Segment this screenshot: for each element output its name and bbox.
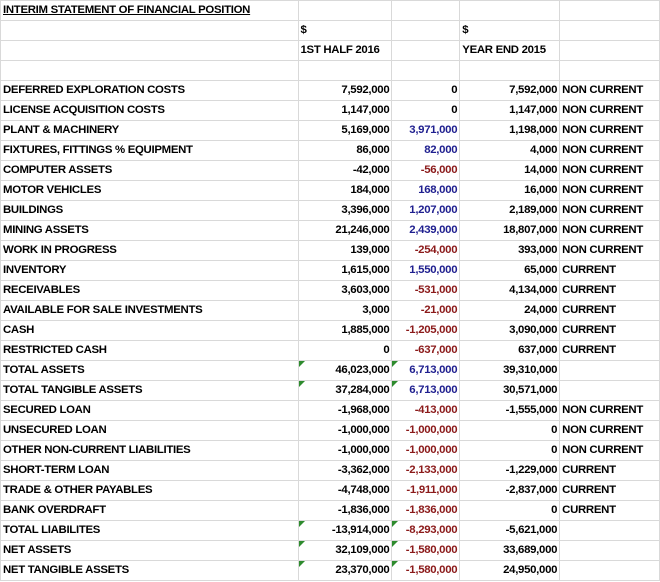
cell-empty[interactable] — [460, 1, 560, 21]
value-change[interactable]: 3,971,000 — [392, 121, 460, 141]
classification[interactable] — [560, 541, 660, 561]
period-header-2[interactable]: YEAR END 2015 — [460, 41, 560, 61]
currency-row — [1, 21, 660, 41]
value-1st-half-2016[interactable]: 0 — [298, 341, 392, 361]
value-year-end-2015[interactable]: -5,621,000 — [460, 521, 560, 541]
value-year-end-2015[interactable]: 0 — [460, 421, 560, 441]
value-change[interactable]: -8,293,000 — [392, 521, 460, 541]
table-row — [1, 121, 660, 141]
value-year-end-2015[interactable]: 14,000 — [460, 161, 560, 181]
cell-empty[interactable] — [560, 41, 660, 61]
cell-empty[interactable] — [392, 61, 460, 81]
value-change[interactable]: -2,133,000 — [392, 461, 460, 481]
value-1st-half-2016[interactable]: 3,603,000 — [298, 281, 392, 301]
table-row — [1, 221, 660, 241]
row-label[interactable]: DEFERRED EXPLORATION COSTS — [1, 81, 299, 101]
row-label[interactable]: WORK IN PROGRESS — [1, 241, 299, 261]
value-1st-half-2016[interactable]: 37,284,000 — [298, 381, 392, 401]
value-1st-half-2016[interactable]: 46,023,000 — [298, 361, 392, 381]
period-header-1[interactable]: 1ST HALF 2016 — [298, 41, 392, 61]
row-label[interactable]: COMPUTER ASSETS — [1, 161, 299, 181]
classification[interactable]: NON CURRENT — [560, 141, 660, 161]
row-label[interactable]: RESTRICTED CASH — [1, 341, 299, 361]
classification[interactable]: NON CURRENT — [560, 241, 660, 261]
table-row — [1, 561, 660, 581]
title-row — [1, 1, 660, 21]
value-change[interactable]: 0 — [392, 101, 460, 121]
table-row — [1, 261, 660, 281]
row-label[interactable]: OTHER NON-CURRENT LIABILITIES — [1, 441, 299, 461]
value-change[interactable]: 2,439,000 — [392, 221, 460, 241]
value-year-end-2015[interactable]: 24,950,000 — [460, 561, 560, 581]
value-year-end-2015[interactable]: 0 — [460, 501, 560, 521]
value-1st-half-2016[interactable]: -1,000,000 — [298, 421, 392, 441]
value-change[interactable]: -637,000 — [392, 341, 460, 361]
value-year-end-2015[interactable]: 24,000 — [460, 301, 560, 321]
value-1st-half-2016[interactable]: 1,147,000 — [298, 101, 392, 121]
classification[interactable]: CURRENT — [560, 281, 660, 301]
cell-empty[interactable] — [392, 1, 460, 21]
row-label[interactable]: CASH — [1, 321, 299, 341]
table-row — [1, 521, 660, 541]
value-1st-half-2016[interactable]: 139,000 — [298, 241, 392, 261]
value-1st-half-2016[interactable]: -4,748,000 — [298, 481, 392, 501]
value-year-end-2015[interactable]: 18,807,000 — [460, 221, 560, 241]
row-label[interactable]: LICENSE ACQUISITION COSTS — [1, 101, 299, 121]
table-row — [1, 461, 660, 481]
value-year-end-2015[interactable]: 0 — [460, 441, 560, 461]
row-label[interactable]: TRADE & OTHER PAYABLES — [1, 481, 299, 501]
value-change[interactable]: -1,000,000 — [392, 441, 460, 461]
value-change[interactable]: 1,550,000 — [392, 261, 460, 281]
value-1st-half-2016[interactable]: 23,370,000 — [298, 561, 392, 581]
row-label[interactable]: TOTAL TANGIBLE ASSETS — [1, 381, 299, 401]
classification[interactable]: NON CURRENT — [560, 121, 660, 141]
value-change[interactable]: -413,000 — [392, 401, 460, 421]
classification[interactable]: CURRENT — [560, 501, 660, 521]
value-year-end-2015[interactable]: 1,198,000 — [460, 121, 560, 141]
cell-empty[interactable] — [392, 41, 460, 61]
cell-empty[interactable] — [560, 61, 660, 81]
classification[interactable]: CURRENT — [560, 321, 660, 341]
classification[interactable]: NON CURRENT — [560, 181, 660, 201]
cell-empty[interactable] — [298, 1, 392, 21]
value-1st-half-2016[interactable]: -1,000,000 — [298, 441, 392, 461]
row-label[interactable]: SHORT-TERM LOAN — [1, 461, 299, 481]
table-row — [1, 501, 660, 521]
value-1st-half-2016[interactable]: 32,109,000 — [298, 541, 392, 561]
table-row — [1, 301, 660, 321]
value-1st-half-2016[interactable]: -13,914,000 — [298, 521, 392, 541]
currency-symbol-2[interactable]: $ — [460, 21, 560, 41]
table-row — [1, 421, 660, 441]
value-change[interactable]: -56,000 — [392, 161, 460, 181]
value-1st-half-2016[interactable]: 1,885,000 — [298, 321, 392, 341]
classification[interactable]: CURRENT — [560, 461, 660, 481]
value-year-end-2015[interactable]: 2,189,000 — [460, 201, 560, 221]
value-change[interactable]: 1,207,000 — [392, 201, 460, 221]
value-change[interactable]: 0 — [392, 81, 460, 101]
value-year-end-2015[interactable]: 637,000 — [460, 341, 560, 361]
classification[interactable]: NON CURRENT — [560, 401, 660, 421]
row-label[interactable]: INVENTORY — [1, 261, 299, 281]
cell-empty[interactable] — [298, 61, 392, 81]
value-1st-half-2016[interactable]: 3,396,000 — [298, 201, 392, 221]
classification[interactable]: NON CURRENT — [560, 421, 660, 441]
value-year-end-2015[interactable]: -2,837,000 — [460, 481, 560, 501]
cell-empty[interactable] — [460, 61, 560, 81]
classification[interactable]: CURRENT — [560, 481, 660, 501]
row-label[interactable]: BANK OVERDRAFT — [1, 501, 299, 521]
classification[interactable]: NON CURRENT — [560, 101, 660, 121]
value-change[interactable]: -531,000 — [392, 281, 460, 301]
table-row — [1, 321, 660, 341]
row-label[interactable]: UNSECURED LOAN — [1, 421, 299, 441]
classification[interactable] — [560, 521, 660, 541]
classification[interactable] — [560, 361, 660, 381]
row-label[interactable]: TOTAL ASSETS — [1, 361, 299, 381]
value-change[interactable]: -254,000 — [392, 241, 460, 261]
sheet-title[interactable]: INTERIM STATEMENT OF FINANCIAL POSITION — [1, 1, 299, 21]
row-label[interactable]: MINING ASSETS — [1, 221, 299, 241]
row-label[interactable]: NET TANGIBLE ASSETS — [1, 561, 299, 581]
row-label[interactable]: AVAILABLE FOR SALE INVESTMENTS — [1, 301, 299, 321]
row-label[interactable]: SECURED LOAN — [1, 401, 299, 421]
value-1st-half-2016[interactable]: -3,362,000 — [298, 461, 392, 481]
value-1st-half-2016[interactable]: -1,836,000 — [298, 501, 392, 521]
row-label[interactable]: MOTOR VEHICLES — [1, 181, 299, 201]
value-change[interactable]: 82,000 — [392, 141, 460, 161]
classification[interactable]: NON CURRENT — [560, 221, 660, 241]
cell-empty[interactable] — [1, 41, 299, 61]
value-year-end-2015[interactable]: -1,555,000 — [460, 401, 560, 421]
period-row — [1, 41, 660, 61]
cell-empty[interactable] — [560, 1, 660, 21]
value-year-end-2015[interactable]: 65,000 — [460, 261, 560, 281]
value-year-end-2015[interactable]: 16,000 — [460, 181, 560, 201]
value-year-end-2015[interactable]: 3,090,000 — [460, 321, 560, 341]
classification[interactable] — [560, 561, 660, 581]
cell-empty[interactable] — [1, 21, 299, 41]
table-row — [1, 141, 660, 161]
value-change[interactable]: -1,000,000 — [392, 421, 460, 441]
cell-empty[interactable] — [392, 21, 460, 41]
table-row — [1, 441, 660, 461]
currency-symbol-1[interactable]: $ — [298, 21, 392, 41]
table-row — [1, 101, 660, 121]
value-change[interactable]: 6,713,000 — [392, 361, 460, 381]
value-change[interactable]: -21,000 — [392, 301, 460, 321]
row-label[interactable]: BUILDINGS — [1, 201, 299, 221]
value-year-end-2015[interactable]: -1,229,000 — [460, 461, 560, 481]
classification[interactable]: NON CURRENT — [560, 441, 660, 461]
value-year-end-2015[interactable]: 7,592,000 — [460, 81, 560, 101]
classification[interactable]: CURRENT — [560, 341, 660, 361]
value-1st-half-2016[interactable]: 86,000 — [298, 141, 392, 161]
value-1st-half-2016[interactable]: -1,968,000 — [298, 401, 392, 421]
table-row — [1, 361, 660, 381]
value-1st-half-2016[interactable]: 5,169,000 — [298, 121, 392, 141]
value-year-end-2015[interactable]: 1,147,000 — [460, 101, 560, 121]
value-change[interactable]: 6,713,000 — [392, 381, 460, 401]
classification[interactable]: NON CURRENT — [560, 201, 660, 221]
row-label[interactable]: NET ASSETS — [1, 541, 299, 561]
value-year-end-2015[interactable]: 30,571,000 — [460, 381, 560, 401]
classification[interactable]: NON CURRENT — [560, 81, 660, 101]
value-1st-half-2016[interactable]: 184,000 — [298, 181, 392, 201]
table-row — [1, 201, 660, 221]
value-change[interactable]: 168,000 — [392, 181, 460, 201]
table-row — [1, 381, 660, 401]
row-label[interactable]: TOTAL LIABILITES — [1, 521, 299, 541]
value-change[interactable]: -1,580,000 — [392, 541, 460, 561]
value-year-end-2015[interactable]: 39,310,000 — [460, 361, 560, 381]
value-year-end-2015[interactable]: 393,000 — [460, 241, 560, 261]
value-change[interactable]: -1,836,000 — [392, 501, 460, 521]
classification[interactable]: NON CURRENT — [560, 161, 660, 181]
value-1st-half-2016[interactable]: 7,592,000 — [298, 81, 392, 101]
row-label[interactable]: PLANT & MACHINERY — [1, 121, 299, 141]
table-row — [1, 401, 660, 421]
table-row — [1, 481, 660, 501]
cell-empty[interactable] — [560, 21, 660, 41]
value-year-end-2015[interactable]: 4,134,000 — [460, 281, 560, 301]
classification[interactable]: CURRENT — [560, 261, 660, 281]
classification[interactable] — [560, 381, 660, 401]
value-year-end-2015[interactable]: 33,689,000 — [460, 541, 560, 561]
value-change[interactable]: -1,911,000 — [392, 481, 460, 501]
table-row — [1, 241, 660, 261]
table-row — [1, 181, 660, 201]
value-1st-half-2016[interactable]: 1,615,000 — [298, 261, 392, 281]
table-row — [1, 541, 660, 561]
value-1st-half-2016[interactable]: 21,246,000 — [298, 221, 392, 241]
value-year-end-2015[interactable]: 4,000 — [460, 141, 560, 161]
row-label[interactable]: FIXTURES, FITTINGS % EQUIPMENT — [1, 141, 299, 161]
table-row — [1, 161, 660, 181]
value-1st-half-2016[interactable]: 3,000 — [298, 301, 392, 321]
row-label[interactable]: RECEIVABLES — [1, 281, 299, 301]
value-change[interactable]: -1,580,000 — [392, 561, 460, 581]
blank-row — [1, 61, 660, 81]
table-row — [1, 281, 660, 301]
cell-empty[interactable] — [1, 61, 299, 81]
table-row — [1, 81, 660, 101]
value-change[interactable]: -1,205,000 — [392, 321, 460, 341]
value-1st-half-2016[interactable]: -42,000 — [298, 161, 392, 181]
table-row — [1, 341, 660, 361]
classification[interactable]: CURRENT — [560, 301, 660, 321]
